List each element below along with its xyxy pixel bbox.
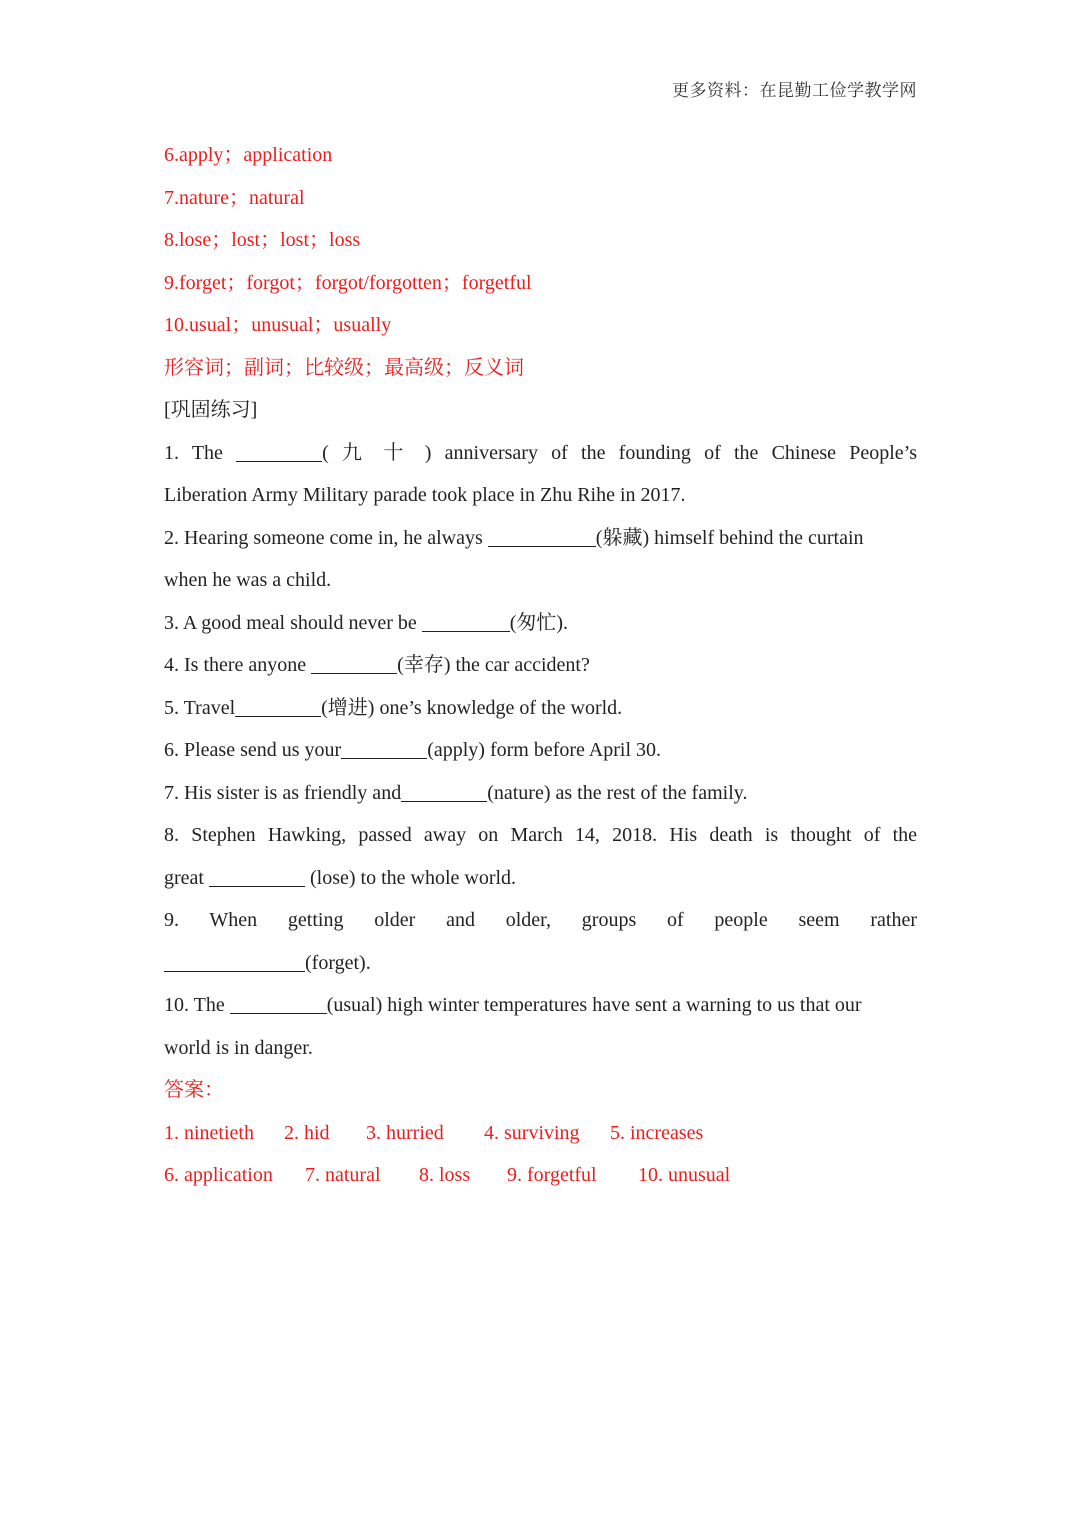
exercise-5-post: (增进) one’s knowledge of the world.: [321, 696, 623, 719]
exercise-4-post: (幸存) the car accident?: [397, 654, 590, 676]
answer-blank[interactable]: [422, 609, 510, 632]
exercise-5-pre: 5. Travel: [164, 696, 236, 719]
exercise-9-continued: [164, 942, 917, 985]
exercise-10: [164, 984, 917, 1027]
answer-item: 5. increases: [610, 1121, 704, 1144]
exercise-9: 9. When getting older and older, groups of people seem rather: [164, 909, 917, 931]
answer-blank[interactable]: [164, 949, 305, 972]
exercise-1-pre: 1. The: [164, 441, 237, 464]
exercise-1-hint: ( 九 十 ) anniversary of the founding of the Chinese People’s: [322, 441, 917, 464]
exercise-2-pre: 2. Hearing someone come in, he always: [164, 526, 488, 549]
answer-item: 10. unusual: [638, 1164, 731, 1186]
exercise-2-continued: when he was a child.: [164, 569, 332, 591]
exercise-2: [164, 517, 917, 560]
exercise-4: [164, 644, 917, 687]
exercise-10-continued: world is in danger.: [164, 1036, 313, 1059]
word-form-line: 10.usual；unusual；usually: [164, 314, 392, 336]
exercise-8-continued: [164, 857, 917, 900]
exercise-2-post: (躲藏) himself behind the curtain: [595, 526, 864, 549]
answer-blank[interactable]: [235, 694, 321, 717]
answer-item: 3. hurried: [366, 1121, 444, 1144]
answer-item: 6. application: [164, 1164, 273, 1186]
answer-item: 8. loss: [419, 1164, 471, 1186]
grammar-terms: 形容词；副词；比较级；最高级；反义词: [164, 356, 524, 379]
exercise-10-post: (usual) high winter temperatures have sent a warning to us that our: [326, 994, 862, 1016]
answers-row-1: [164, 1112, 917, 1155]
exercise-7: [164, 772, 917, 815]
exercise-9-post: (forget).: [305, 951, 371, 974]
exercise-7-post: (nature) as the rest of the family.: [487, 781, 748, 804]
answer-blank[interactable]: [341, 736, 427, 759]
answer-item: 2. hid: [284, 1121, 330, 1144]
exercise-6-post: (apply) form before April 30.: [427, 739, 662, 761]
answers-row-2: [164, 1154, 917, 1197]
exercise-3: [164, 602, 917, 645]
exercise-1: [164, 432, 917, 475]
exercise-7-pre: 7. His sister is as friendly and: [164, 781, 402, 804]
answers-label: 答案：: [164, 1079, 224, 1101]
exercise-6: [164, 729, 917, 772]
exercise-8-post: (lose) to the whole world.: [304, 866, 517, 889]
answer-item: 9. forgetful: [507, 1164, 597, 1186]
exercise-1-continued: Liberation Army Military parade took place in Zhu Rihe in 2017.: [164, 484, 686, 506]
answer-blank[interactable]: [236, 439, 322, 462]
exercise-4-pre: 4. Is there anyone: [164, 654, 312, 676]
word-form-line: 8.lose；lost；lost；loss: [164, 229, 361, 251]
exercise-8: 8. Stephen Hawking, passed away on March 14, 2018. His death is thought of the: [164, 824, 917, 846]
answer-blank[interactable]: [230, 991, 327, 1014]
word-form-line: 9.forget；forgot；forgot/forgotten；forgetful: [164, 271, 532, 294]
answer-item: 1. ninetieth: [164, 1121, 254, 1144]
word-form-line: 6.apply；application: [164, 144, 333, 166]
exercise-3-pre: 3. A good meal should never be: [164, 611, 422, 634]
exercise-6-pre: 6. Please send us your: [164, 739, 342, 761]
document-body: [164, 134, 917, 1197]
exercise-10-pre: 10. The: [164, 994, 230, 1016]
answer-item: 4. surviving: [484, 1121, 580, 1144]
answer-blank[interactable]: [209, 864, 305, 887]
exercise-3-post: (匆忙).: [509, 611, 569, 634]
section-title: [巩固练习]: [164, 399, 258, 421]
exercise-8-pre: great: [164, 866, 209, 889]
answer-blank[interactable]: [488, 524, 596, 547]
exercise-5: [164, 687, 917, 730]
answer-blank[interactable]: [311, 651, 397, 674]
page-header: 更多资料：在昆勤工俭学教学网: [672, 81, 917, 100]
answer-blank[interactable]: [401, 779, 487, 802]
word-form-line: 7.nature；natural: [164, 186, 305, 209]
answer-item: 7. natural: [305, 1164, 381, 1186]
